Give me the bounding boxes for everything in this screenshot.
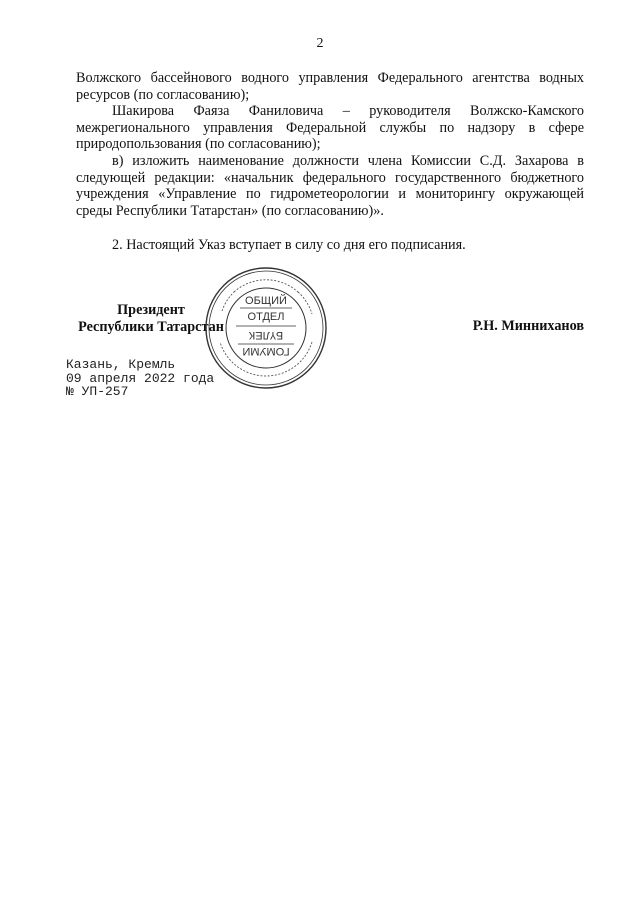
paragraph-continuation: Волжского бассейнового водного управления Федерального агентства водных ресурсов (по согласованию);	[76, 70, 584, 103]
issue-info	[66, 358, 214, 399]
issue-date: 09 апреля 2022 года	[66, 370, 215, 386]
president-title-line2: Республики Татарстан	[78, 319, 224, 335]
stamp-line4: БҮЛЕК	[248, 329, 284, 341]
signatory-name: Р.Н. Минниханов	[472, 318, 584, 334]
paragraph-effective-date: 2. Настоящий Указ вступает в силу со дня его подписания.	[112, 237, 466, 254]
president-title-line1: Президент	[117, 302, 185, 318]
decree-body	[76, 70, 584, 254]
stamp-line2: ОТДЕЛ	[247, 311, 285, 323]
paragraph-zakharov: в) изложить наименование должности члена Комиссии С.Д. Захарова в следующей редакции: «начальник федерального государственного бюджетного учреждения «Управление по гидрометеорологии и мониторингу окружающей среды Республики Татарстан» (по согласованию)».	[76, 152, 584, 219]
issue-place: Казань, Кремль	[66, 357, 176, 372]
issue-number: № УП-257	[66, 384, 129, 399]
official-stamp	[204, 266, 328, 390]
page-number: 2	[316, 36, 324, 51]
paragraph-shakirov: Шакирова Фаяза Фаниловича – руководителя Волжско-Камского межрегионального управления Федеральной службы по надзору в сфере природопользования (по согласованию);	[76, 103, 584, 153]
stamp-line3: ГОМУМИ	[242, 345, 290, 357]
stamp-line1: ОБЩИЙ	[245, 295, 287, 307]
stamp-seal-icon	[204, 266, 328, 390]
